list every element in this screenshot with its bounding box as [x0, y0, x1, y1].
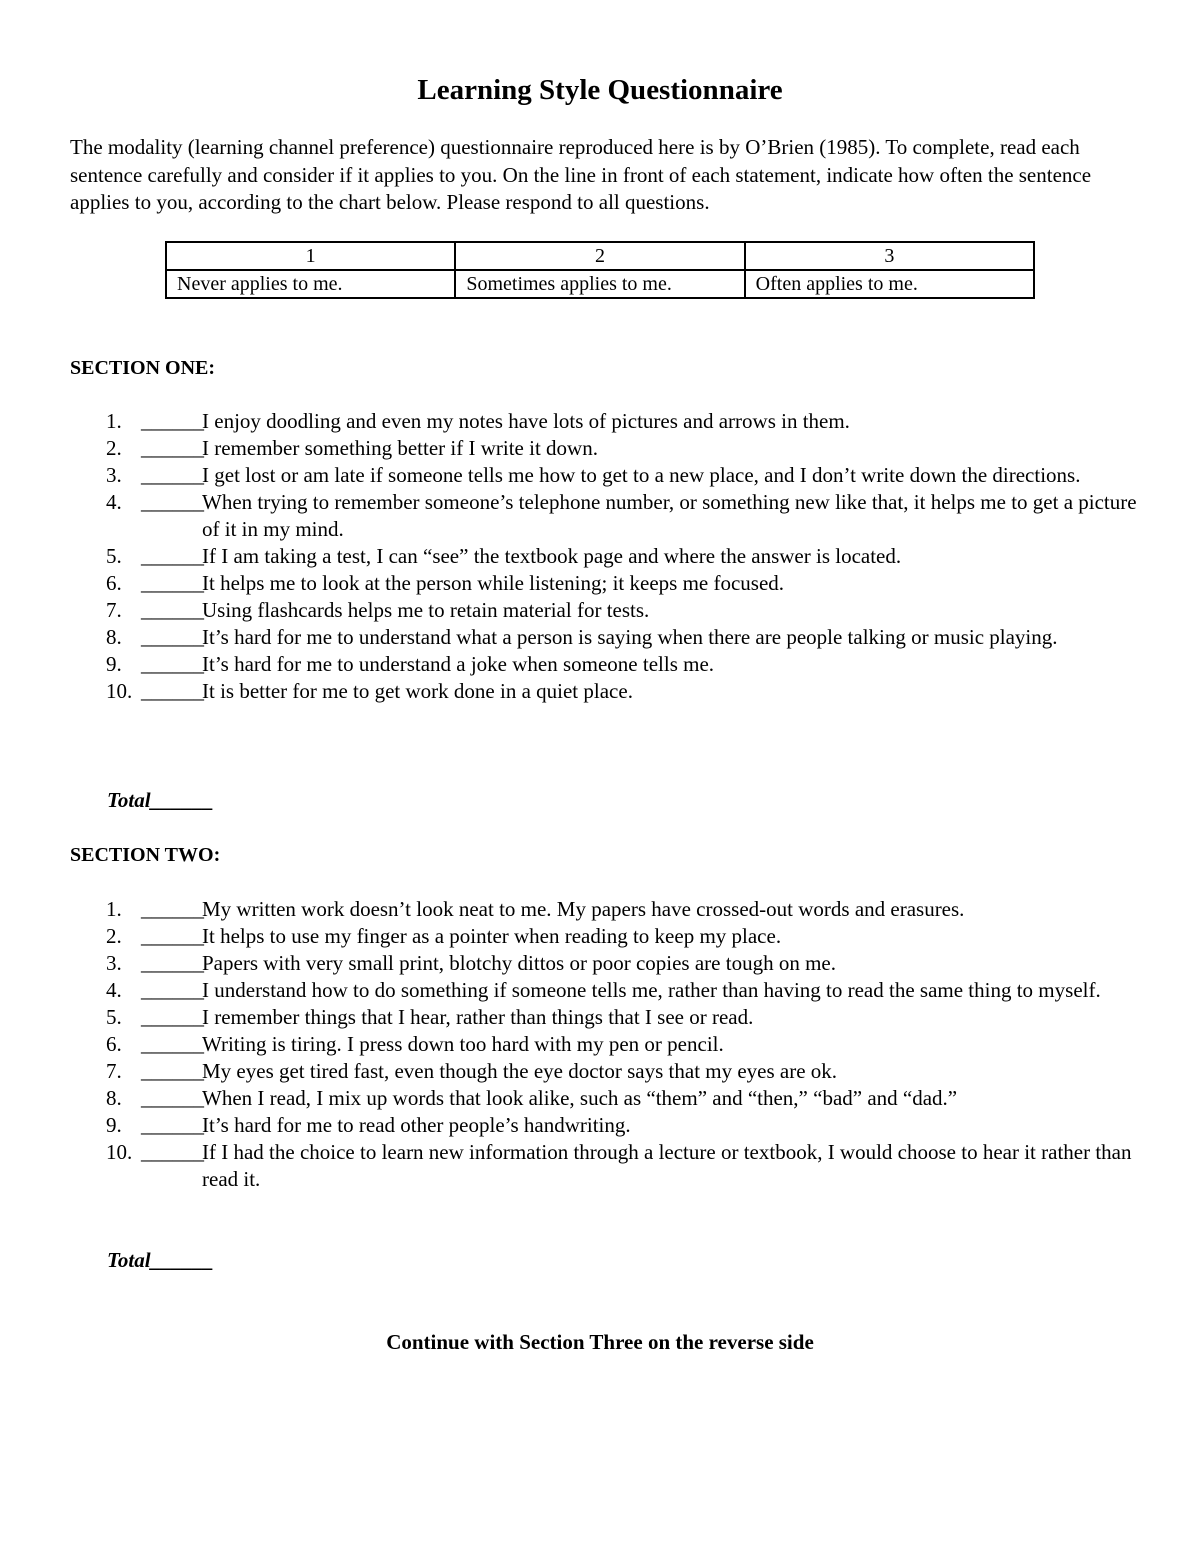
question-number: 2.: [106, 436, 122, 460]
page-title: Learning Style Questionnaire: [417, 74, 783, 106]
section-one-total: [107, 787, 214, 813]
response-scale-table: [165, 241, 1035, 299]
question-text: Writing is tiring. I press down too hard with my pen or pencil.: [202, 1032, 724, 1056]
list-item: [70, 896, 1140, 923]
list-item: [70, 1004, 1140, 1031]
question-text: My written work doesn’t look neat to me. My papers have crossed-out words and erasures.: [202, 897, 965, 921]
total-label: Total: [107, 1248, 151, 1272]
question-text: It’s hard for me to understand what a person is saying when there are people talking or music playing.: [202, 625, 1058, 649]
question-number: 5.: [106, 1005, 122, 1029]
answer-blank[interactable]: ______: [141, 679, 204, 703]
answer-blank[interactable]: ______: [141, 897, 204, 921]
question-text: I remember something better if I write it down.: [202, 436, 598, 460]
answer-blank[interactable]: ______: [141, 1113, 204, 1137]
question-number: 10.: [106, 1140, 133, 1164]
scale-number-row: [166, 242, 1034, 270]
intro-paragraph: The modality (learning channel preference) questionnaire reproduced here is by O’Brien (1985). To complete, read each sentence carefully and consider if it applies to you. On the line in front of each statement, indicate how often the sentence applies to you, according to the chart below. Please respond to all questions.: [70, 135, 1092, 214]
question-text: Using flashcards helps me to retain material for tests.: [202, 598, 650, 622]
answer-blank[interactable]: ______: [141, 924, 204, 948]
list-item: [70, 435, 1140, 462]
question-number: 1.: [106, 897, 122, 921]
list-item: [70, 1112, 1140, 1139]
question-text: When I read, I mix up words that look alike, such as “them” and “then,” “bad” and “dad.”: [202, 1086, 958, 1110]
question-text: It’s hard for me to read other people’s handwriting.: [202, 1113, 631, 1137]
question-number: 8.: [106, 625, 122, 649]
list-item: [70, 408, 1140, 435]
list-item: [70, 543, 1140, 570]
answer-blank[interactable]: ______: [141, 436, 204, 460]
question-text: I remember things that I hear, rather than things that I see or read.: [202, 1005, 754, 1029]
question-number: 7.: [106, 1059, 122, 1083]
continue-note: Continue with Section Three on the reverse side: [386, 1330, 814, 1354]
list-item: [70, 570, 1140, 597]
scale-number-2: 2: [455, 242, 744, 270]
question-text: I enjoy doodling and even my notes have lots of pictures and arrows in them.: [202, 409, 850, 433]
answer-blank[interactable]: ______: [141, 463, 204, 487]
scale-label-sometimes: Sometimes applies to me.: [455, 270, 744, 298]
question-number: 2.: [106, 924, 122, 948]
scale-label-never: Never applies to me.: [166, 270, 455, 298]
question-number: 6.: [106, 571, 122, 595]
question-text: Papers with very small print, blotchy dittos or poor copies are tough on me.: [202, 951, 836, 975]
scale-label-row: [166, 270, 1034, 298]
answer-blank[interactable]: ______: [141, 625, 204, 649]
total-blank[interactable]: ______: [150, 788, 214, 812]
question-text: If I had the choice to learn new information through a lecture or textbook, I would choose to hear it rather than read it.: [202, 1140, 1132, 1191]
question-number: 1.: [106, 409, 122, 433]
answer-blank[interactable]: ______: [141, 1032, 204, 1056]
scale-number-3: 3: [745, 242, 1034, 270]
section-two-total: [107, 1247, 214, 1273]
question-number: 4.: [106, 978, 122, 1002]
question-number: 9.: [106, 1113, 122, 1137]
answer-blank[interactable]: ______: [141, 1005, 204, 1029]
question-text: It helps to use my finger as a pointer when reading to keep my place.: [202, 924, 782, 948]
question-number: 8.: [106, 1086, 122, 1110]
list-item: [70, 624, 1140, 651]
list-item: [70, 1058, 1140, 1085]
answer-blank[interactable]: ______: [141, 409, 204, 433]
question-text: It’s hard for me to understand a joke when someone tells me.: [202, 652, 715, 676]
answer-blank[interactable]: ______: [141, 1059, 204, 1083]
list-item: [70, 462, 1140, 489]
answer-blank[interactable]: ______: [141, 571, 204, 595]
question-text: It helps me to look at the person while listening; it keeps me focused.: [202, 571, 785, 595]
question-number: 5.: [106, 544, 122, 568]
section-one-questions: [70, 408, 1140, 705]
scale-label-often: Often applies to me.: [745, 270, 1034, 298]
question-text: I understand how to do something if someone tells me, rather than having to read the same thing to myself.: [202, 978, 1101, 1002]
question-number: 3.: [106, 951, 122, 975]
list-item: [70, 950, 1140, 977]
question-text: My eyes get tired fast, even though the eye doctor says that my eyes are ok.: [202, 1059, 838, 1083]
list-item: [70, 923, 1140, 950]
question-text: When trying to remember someone’s telephone number, or something new like that, it helps me to get a picture of it in my mind.: [202, 490, 1137, 541]
answer-blank[interactable]: ______: [141, 1140, 204, 1164]
scale-number-1: 1: [166, 242, 455, 270]
total-label: Total: [107, 788, 151, 812]
answer-blank[interactable]: ______: [141, 544, 204, 568]
question-number: 9.: [106, 652, 122, 676]
question-number: 4.: [106, 490, 122, 514]
question-number: 7.: [106, 598, 122, 622]
list-item: [70, 678, 1140, 705]
question-number: 3.: [106, 463, 122, 487]
question-number: 10.: [106, 679, 133, 703]
list-item: [70, 489, 1140, 543]
list-item: [70, 651, 1140, 678]
answer-blank[interactable]: ______: [141, 490, 204, 514]
section-two-questions: [70, 896, 1140, 1193]
list-item: [70, 1139, 1140, 1193]
total-blank[interactable]: ______: [150, 1248, 214, 1272]
answer-blank[interactable]: ______: [141, 1086, 204, 1110]
answer-blank[interactable]: ______: [141, 652, 204, 676]
question-text: It is better for me to get work done in a quiet place.: [202, 679, 633, 703]
answer-blank[interactable]: ______: [141, 951, 204, 975]
answer-blank[interactable]: ______: [141, 598, 204, 622]
question-number: 6.: [106, 1032, 122, 1056]
list-item: [70, 1085, 1140, 1112]
section-two-heading: SECTION TWO:: [70, 844, 221, 866]
list-item: [70, 1031, 1140, 1058]
question-text: If I am taking a test, I can “see” the textbook page and where the answer is located.: [202, 544, 902, 568]
question-text: I get lost or am late if someone tells me how to get to a new place, and I don’t write down the directions.: [202, 463, 1081, 487]
list-item: [70, 597, 1140, 624]
list-item: [70, 977, 1140, 1004]
answer-blank[interactable]: ______: [141, 978, 204, 1002]
section-one-heading: SECTION ONE:: [70, 357, 216, 379]
